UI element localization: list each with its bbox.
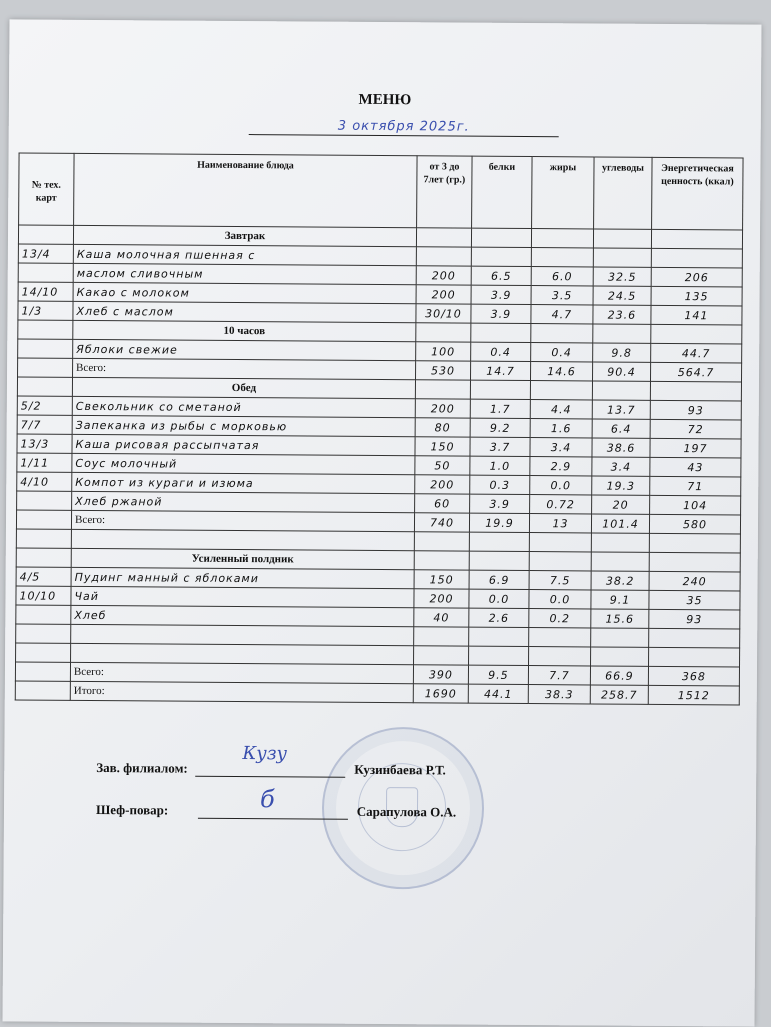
tech-card-number: 7/7 <box>17 415 72 434</box>
dish-weight: 150 <box>414 570 469 589</box>
dish-carbs: 9.1 <box>591 590 649 609</box>
blank-cell <box>591 533 649 552</box>
total-fat: 7.7 <box>528 666 590 685</box>
dish-protein: 6.5 <box>471 266 531 285</box>
total-energy: 580 <box>649 514 740 534</box>
section-cell-empty <box>18 225 73 244</box>
menu-table <box>15 152 744 705</box>
total-label: Всего: <box>71 510 414 531</box>
head-label: Зав. филиалом: <box>96 760 188 776</box>
dish-protein: 0.4 <box>471 342 531 361</box>
dish-energy: 141 <box>651 305 742 325</box>
dish-energy: 93 <box>649 609 740 629</box>
dish-name: Компот из кураги и изюма <box>72 472 415 493</box>
dish-weight: 100 <box>416 342 471 361</box>
dish-name: Яблоки свежие <box>73 339 416 360</box>
menu-sheet <box>3 19 762 1026</box>
blank-cell <box>529 647 591 666</box>
section-label: Завтрак <box>73 225 416 246</box>
head-handwritten-signature: Кузу <box>242 743 288 765</box>
dish-fat: 0.4 <box>531 343 593 362</box>
tech-card-number: 5/2 <box>17 396 72 415</box>
blank-cell <box>591 628 649 647</box>
dish-fat <box>531 248 593 267</box>
chef-handwritten-signature: б <box>259 785 275 814</box>
blank-cell <box>414 627 469 646</box>
dish-weight <box>416 247 471 266</box>
blank-cell <box>529 533 591 552</box>
dish-name: Пудинг манный с яблоками <box>71 567 414 588</box>
head-name: Кузинбаева Р.Т. <box>354 761 446 778</box>
section-cell-empty <box>470 380 530 399</box>
chef-label: Шеф-повар: <box>95 802 169 818</box>
section-label: Усиленный полдник <box>71 548 414 569</box>
dish-weight: 30/10 <box>416 304 471 323</box>
blank-cell <box>414 532 469 551</box>
dish-energy: 71 <box>650 476 741 496</box>
tech-card-number <box>16 605 71 624</box>
tech-card-number: 13/4 <box>18 244 73 263</box>
header-protein: белки <box>472 156 533 228</box>
dish-weight: 200 <box>415 399 470 418</box>
section-cell-empty <box>650 381 741 401</box>
total-fat: 38.3 <box>528 685 590 704</box>
dish-protein: 3.9 <box>470 494 530 513</box>
dish-protein: 3.9 <box>471 304 531 323</box>
section-cell-empty <box>416 228 471 247</box>
dish-protein: 3.7 <box>470 437 530 456</box>
section-cell-empty <box>530 381 592 400</box>
blank-cell <box>469 627 529 646</box>
dish-name: Свекольник со сметаной <box>72 396 415 417</box>
dish-protein: 1.7 <box>470 399 530 418</box>
dish-fat: 2.9 <box>530 457 592 476</box>
header-carbs: углеводы <box>594 157 653 229</box>
dish-weight: 200 <box>416 266 471 285</box>
dish-energy: 104 <box>650 495 741 515</box>
dish-energy: 35 <box>649 590 740 610</box>
dish-energy: 197 <box>650 438 741 458</box>
blank-cell <box>469 532 529 551</box>
section-cell-empty <box>592 381 650 400</box>
section-cell-empty <box>18 320 73 339</box>
dish-fat: 6.0 <box>531 267 593 286</box>
blank-cell <box>649 647 740 667</box>
blank-cell <box>16 624 71 643</box>
dish-name: Какао с молоком <box>73 282 416 303</box>
dish-energy <box>651 248 742 268</box>
dish-energy: 72 <box>650 419 741 439</box>
dish-carbs: 3.4 <box>592 457 650 476</box>
dish-name: Хлеб ржаной <box>72 491 415 512</box>
dish-carbs: 38.6 <box>592 438 650 457</box>
dish-fat: 7.5 <box>529 571 591 590</box>
total-protein: 14.7 <box>470 361 530 380</box>
dish-carbs: 9.8 <box>593 343 651 362</box>
dish-protein: 9.2 <box>470 418 530 437</box>
section-cell-empty <box>651 324 742 344</box>
dish-weight: 200 <box>414 589 469 608</box>
dish-fat: 0.72 <box>530 495 592 514</box>
dish-carbs: 15.6 <box>591 609 649 628</box>
section-cell-empty <box>649 552 740 572</box>
tech-card-number: 4/5 <box>16 567 71 586</box>
menu-table-body <box>15 225 742 705</box>
blank-cell <box>649 533 740 553</box>
blank-cell <box>469 646 529 665</box>
section-cell-empty <box>17 377 72 396</box>
dish-fat: 4.4 <box>530 400 592 419</box>
dish-carbs: 38.2 <box>591 571 649 590</box>
total-protein: 44.1 <box>468 684 528 703</box>
tech-card-number: 10/10 <box>16 586 71 605</box>
tech-card-number <box>17 491 72 510</box>
total-weight: 1690 <box>413 684 468 703</box>
dish-carbs: 23.6 <box>593 305 651 324</box>
total-weight: 740 <box>414 513 469 532</box>
total-energy: 1512 <box>648 685 739 705</box>
total-label: Всего: <box>70 662 413 683</box>
blank-cell <box>71 624 414 645</box>
dish-weight: 80 <box>415 418 470 437</box>
dish-energy: 240 <box>649 571 740 591</box>
total-label: Всего: <box>73 358 416 379</box>
section-cell-empty <box>416 323 471 342</box>
blank-cell <box>529 628 591 647</box>
dish-protein: 2.6 <box>469 608 529 627</box>
dish-protein <box>471 247 531 266</box>
dish-weight: 200 <box>415 475 470 494</box>
chef-name: Сарапулова О.А. <box>356 803 457 820</box>
dish-energy: 44.7 <box>651 343 742 363</box>
total-cell-empty <box>16 510 71 529</box>
total-cell-empty <box>15 662 70 681</box>
dish-carbs: 32.5 <box>593 267 651 286</box>
dish-weight: 200 <box>416 285 471 304</box>
dish-fat: 0.0 <box>529 590 591 609</box>
section-cell-empty <box>531 324 593 343</box>
total-carbs: 101.4 <box>591 514 649 533</box>
section-cell-empty <box>593 229 651 248</box>
dish-name: Запеканка из рыбы с морковью <box>72 415 415 436</box>
dish-protein: 6.9 <box>469 570 529 589</box>
total-carbs: 90.4 <box>592 362 650 381</box>
blank-cell <box>16 529 71 548</box>
blank-cell <box>649 628 740 648</box>
header-energy: Энергетическая ценность (ккал) <box>652 157 744 230</box>
dish-protein: 1.0 <box>470 456 530 475</box>
total-protein: 19.9 <box>469 513 529 532</box>
total-fat: 13 <box>529 514 591 533</box>
tech-card-number <box>18 263 73 282</box>
blank-cell <box>71 643 414 664</box>
section-cell-empty <box>471 323 531 342</box>
dish-weight: 50 <box>415 456 470 475</box>
tech-card-number: 1/11 <box>17 453 72 472</box>
header-dish: Наименование блюда <box>74 153 417 227</box>
total-protein: 9.5 <box>468 665 528 684</box>
dish-protein: 0.3 <box>470 475 530 494</box>
dish-energy: 43 <box>650 457 741 477</box>
dish-name: Каша молочная пшенная с <box>73 244 416 265</box>
section-cell-empty <box>415 380 470 399</box>
section-cell-empty <box>593 324 651 343</box>
dish-carbs: 20 <box>592 495 650 514</box>
dish-carbs: 13.7 <box>592 400 650 419</box>
dish-fat: 4.7 <box>531 305 593 324</box>
tech-card-number: 4/10 <box>17 472 72 491</box>
dish-energy: 206 <box>651 267 742 287</box>
section-cell-empty <box>529 552 591 571</box>
dish-name: Каша рисовая рассыпчатая <box>72 434 415 455</box>
dish-energy: 135 <box>651 286 742 306</box>
section-cell-empty <box>469 551 529 570</box>
total-label: Итого: <box>70 681 413 702</box>
blank-cell <box>591 647 649 666</box>
menu-date-text: 3 октября 2025г. <box>337 118 470 135</box>
dish-name: маслом сливочным <box>73 263 416 284</box>
dish-fat: 3.4 <box>530 438 592 457</box>
tech-card-number: 13/3 <box>17 434 72 453</box>
section-cell-empty <box>531 229 593 248</box>
tech-card-number <box>18 339 73 358</box>
section-cell-empty <box>16 548 71 567</box>
dish-weight: 40 <box>414 608 469 627</box>
total-cell-empty <box>15 681 70 700</box>
dish-fat: 3.5 <box>531 286 593 305</box>
total-row <box>15 681 739 705</box>
dish-protein: 3.9 <box>471 285 531 304</box>
total-fat: 14.6 <box>530 362 592 381</box>
chef-signature-row <box>96 802 456 821</box>
total-cell-empty <box>18 358 73 377</box>
dish-name: Хлеб <box>71 605 414 626</box>
blank-cell <box>414 646 469 665</box>
header-fat: жиры <box>532 157 595 229</box>
dish-name: Соус молочный <box>72 453 415 474</box>
dish-protein: 0.0 <box>469 589 529 608</box>
dish-carbs <box>593 248 651 267</box>
section-cell-empty <box>651 229 742 249</box>
blank-cell <box>71 529 414 550</box>
dish-carbs: 24.5 <box>593 286 651 305</box>
dish-fat: 0.0 <box>530 476 592 495</box>
dish-energy: 93 <box>650 400 741 420</box>
section-cell-empty <box>414 551 469 570</box>
dish-name: Хлеб с маслом <box>73 301 416 322</box>
header-num: № тех. карт <box>19 153 75 225</box>
section-label: 10 часов <box>73 320 416 341</box>
section-cell-empty <box>471 228 531 247</box>
dish-name: Чай <box>71 586 414 607</box>
dish-weight: 150 <box>415 437 470 456</box>
menu-date <box>249 116 559 137</box>
dish-carbs: 19.3 <box>592 476 650 495</box>
total-weight: 530 <box>416 361 471 380</box>
total-energy: 564.7 <box>650 362 741 382</box>
dish-fat: 1.6 <box>530 419 592 438</box>
page-title: МЕНЮ <box>358 91 412 109</box>
blank-cell <box>16 643 71 662</box>
total-carbs: 66.9 <box>590 666 648 685</box>
dish-carbs: 6.4 <box>592 419 650 438</box>
tech-card-number: 1/3 <box>18 301 73 320</box>
tech-card-number: 14/10 <box>18 282 73 301</box>
total-energy: 368 <box>648 666 739 686</box>
header-weight: от 3 до 7лет (гр.) <box>417 156 473 228</box>
section-label: Обед <box>72 377 415 398</box>
total-carbs: 258.7 <box>590 685 648 704</box>
dish-fat: 0.2 <box>529 609 591 628</box>
section-cell-empty <box>591 552 649 571</box>
total-weight: 390 <box>413 665 468 684</box>
dish-weight: 60 <box>415 494 470 513</box>
